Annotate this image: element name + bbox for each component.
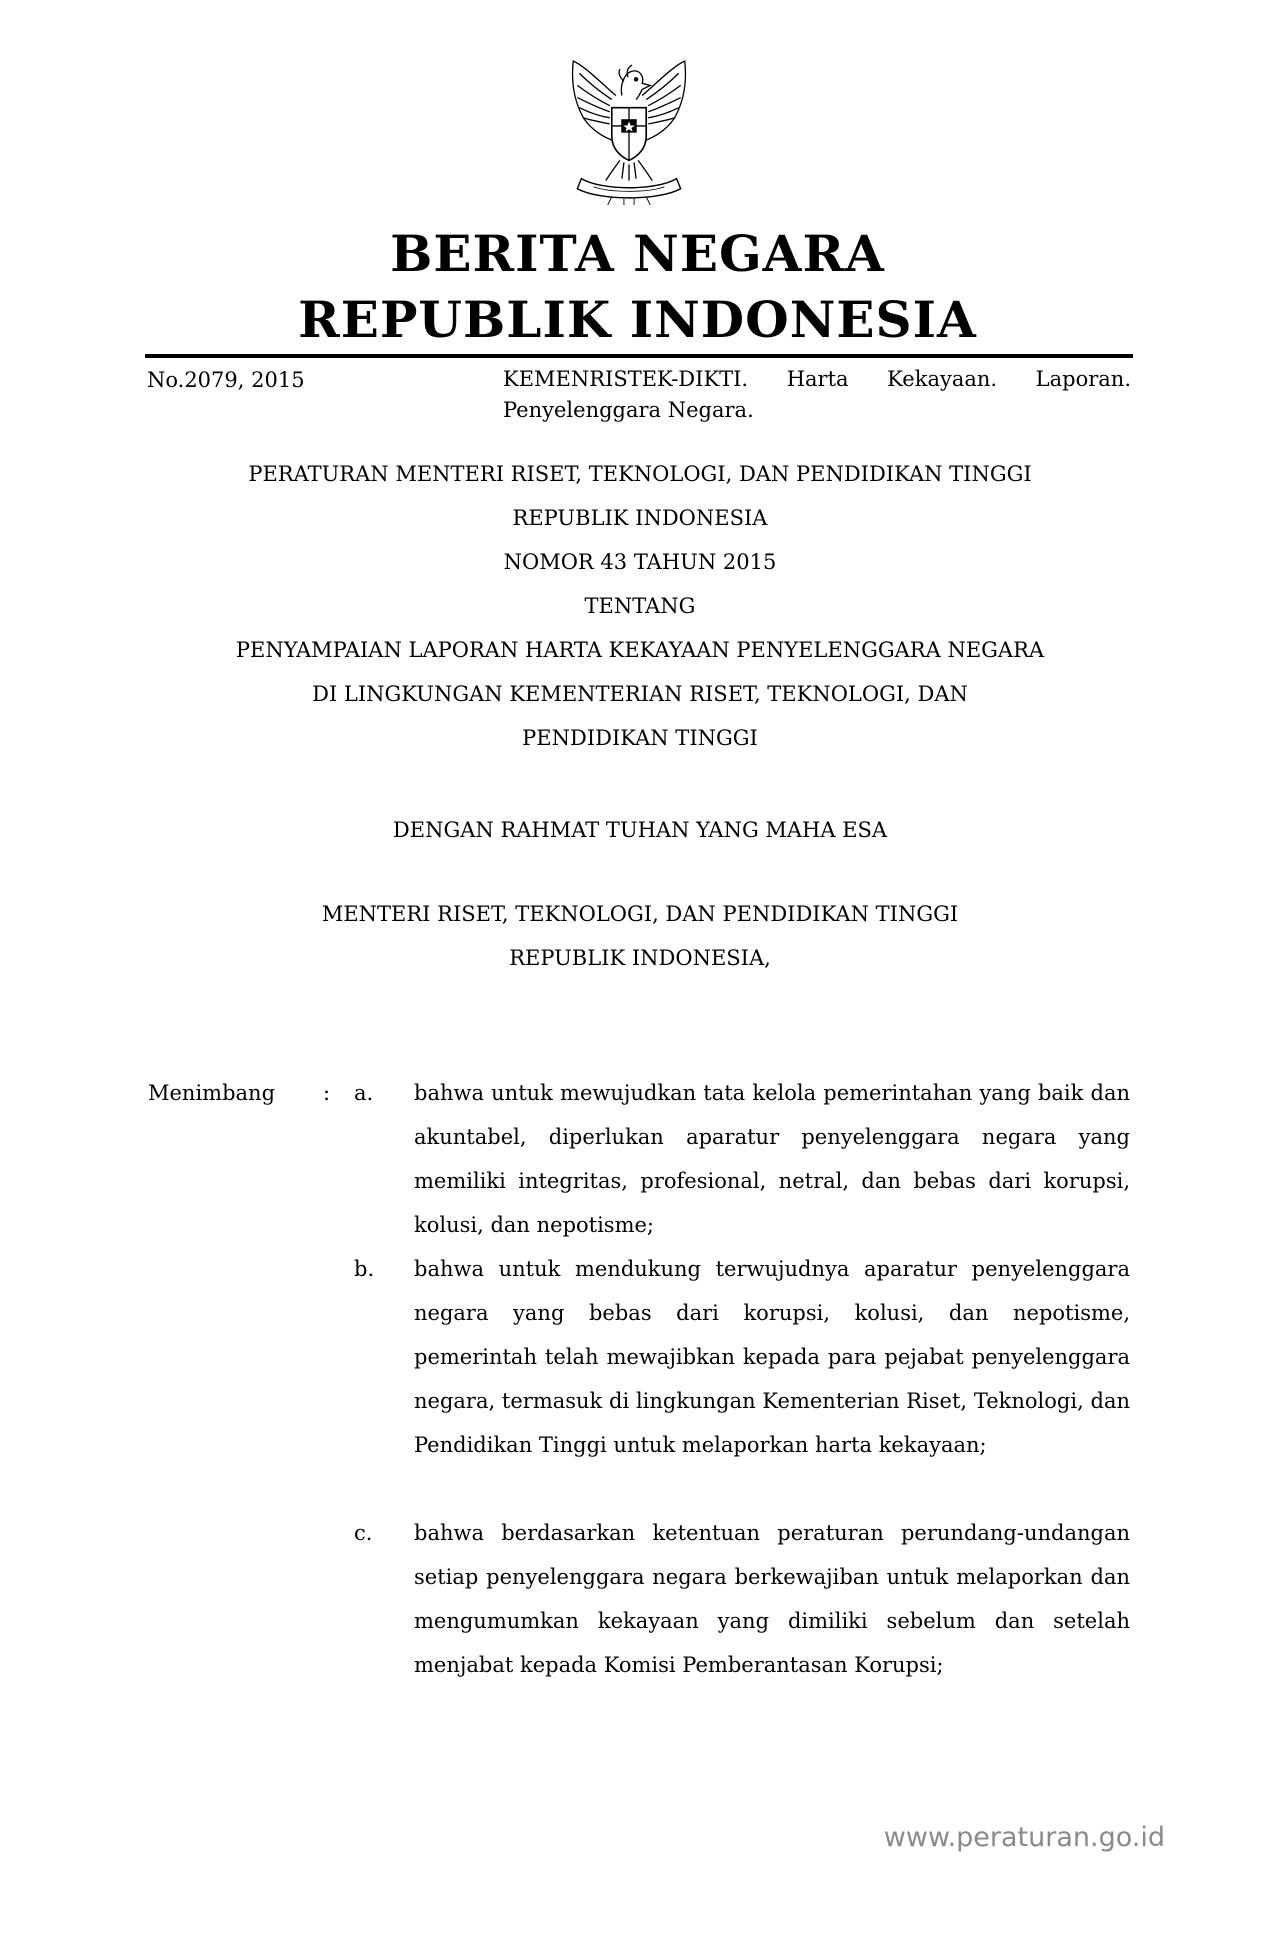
invocation: DENGAN RAHMAT TUHAN YANG MAHA ESA — [392, 818, 888, 842]
minister-line: MENTERI RISET, TEKNOLOGI, DAN PENDIDIKAN TINGGI — [321, 902, 959, 926]
masthead-title-line2: REPUBLIK INDONESIA — [298, 290, 977, 349]
minister-block — [120, 892, 1160, 980]
considerations-label: Menimbang — [148, 1081, 276, 1105]
consideration-text: bahwa untuk mendukung terwujudnya aparatur penyelenggara negara yang bebas dari korupsi, kolusi, dan nepotisme, pemerintah telah mewajibkan kepada para pejabat penyelenggara negara, termasuk di lingkungan Kementerian Riset, Teknologi, dan Pendidikan Tinggi untuk melaporkan harta kekayaan; — [414, 1257, 1130, 1457]
considerations-colon: : — [323, 1081, 331, 1105]
regulation-title-block — [120, 452, 1160, 760]
consideration-letter: b. — [354, 1257, 375, 1281]
minister-line: REPUBLIK INDONESIA, — [509, 946, 771, 970]
regulation-about: TENTANG — [584, 594, 696, 618]
consideration-text: bahwa untuk mewujudkan tata kelola pemerintahan yang baik dan akuntabel, diperlukan aparatur penyelenggara negara yang memiliki integritas, profesional, netral, dan bebas dari korupsi, kolusi, dan nepotisme; — [414, 1081, 1130, 1237]
regulation-subject-line: PENDIDIKAN TINGGI — [522, 726, 758, 750]
regulation-subject-line: PENYAMPAIAN LAPORAN HARTA KEKAYAAN PENYELENGGARA NEGARA — [235, 638, 1045, 662]
masthead-rule — [145, 354, 1133, 358]
gazette-topic: KEMENRISTEK-DIKTI. Harta Kekayaan. Laporan. Penyelenggara Negara. — [503, 367, 1131, 422]
masthead-title-line1: BERITA NEGARA — [390, 224, 885, 283]
regulation-subject-line: DI LINGKUNGAN KEMENTERIAN RISET, TEKNOLOGI, DAN — [312, 682, 968, 706]
regulation-title-line: PERATURAN MENTERI RISET, TEKNOLOGI, DAN PENDIDIKAN TINGGI — [248, 462, 1032, 486]
regulation-number: NOMOR 43 TAHUN 2015 — [503, 550, 777, 574]
consideration-letter: a. — [354, 1081, 374, 1105]
gazette-number: No.2079, 2015 — [147, 368, 305, 392]
footer-website: www.peraturan.go.id — [883, 1822, 1165, 1853]
consideration-text: bahwa berdasarkan ketentuan peraturan perundang-undangan setiap penyelenggara negara berkewajiban untuk melaporkan dan mengumumkan kekayaan yang dimiliki sebelum dan setelah menjabat kepada Komisi Pemberantasan Korupsi; — [414, 1521, 1130, 1677]
regulation-title-line: REPUBLIK INDONESIA — [512, 506, 768, 530]
garuda-emblem-icon — [553, 55, 705, 207]
consideration-letter: c. — [354, 1521, 373, 1545]
